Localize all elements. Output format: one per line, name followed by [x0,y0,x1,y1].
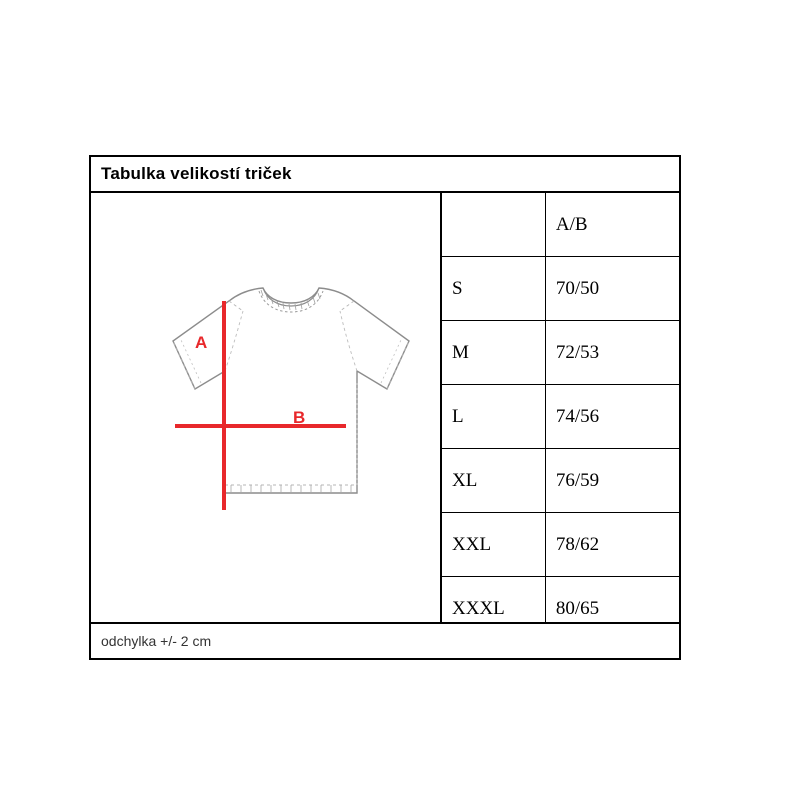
table-cell-value: 72/53 [545,321,679,385]
measure-a-label: A [195,333,208,352]
table-cell-size: XXXL [442,577,545,641]
table-row [442,257,679,321]
table-row [442,321,679,385]
table-cell-size: XXL [442,513,545,577]
table-cell-size: M [442,321,545,385]
measure-b-label: B [293,408,306,427]
table-cell-value: 70/50 [545,257,679,321]
table-cell-value: 76/59 [545,449,679,513]
table-row [442,449,679,513]
page-title: Tabulka velikostí triček [101,164,292,183]
size-chart-panel [89,155,681,660]
chart-title-bar [91,157,679,193]
table-row [442,513,679,577]
chart-body [91,193,679,622]
table-cell-size: L [442,385,545,449]
tshirt-illustration-cell [91,193,442,622]
tshirt-diagram-icon [91,193,440,585]
size-table-cell [442,193,679,622]
table-row [442,193,679,257]
deviation-note: odchylka +/- 2 cm [101,633,212,649]
table-cell-value: 74/56 [545,385,679,449]
table-cell-size: S [442,257,545,321]
table-row [442,385,679,449]
size-table [442,193,679,640]
deviation-note-bar [91,622,679,658]
table-cell-value: A/B [545,193,679,257]
table-cell-value: 78/62 [545,513,679,577]
table-cell-size: XL [442,449,545,513]
table-cell-size [442,193,545,257]
table-cell-value: 80/65 [545,577,679,641]
